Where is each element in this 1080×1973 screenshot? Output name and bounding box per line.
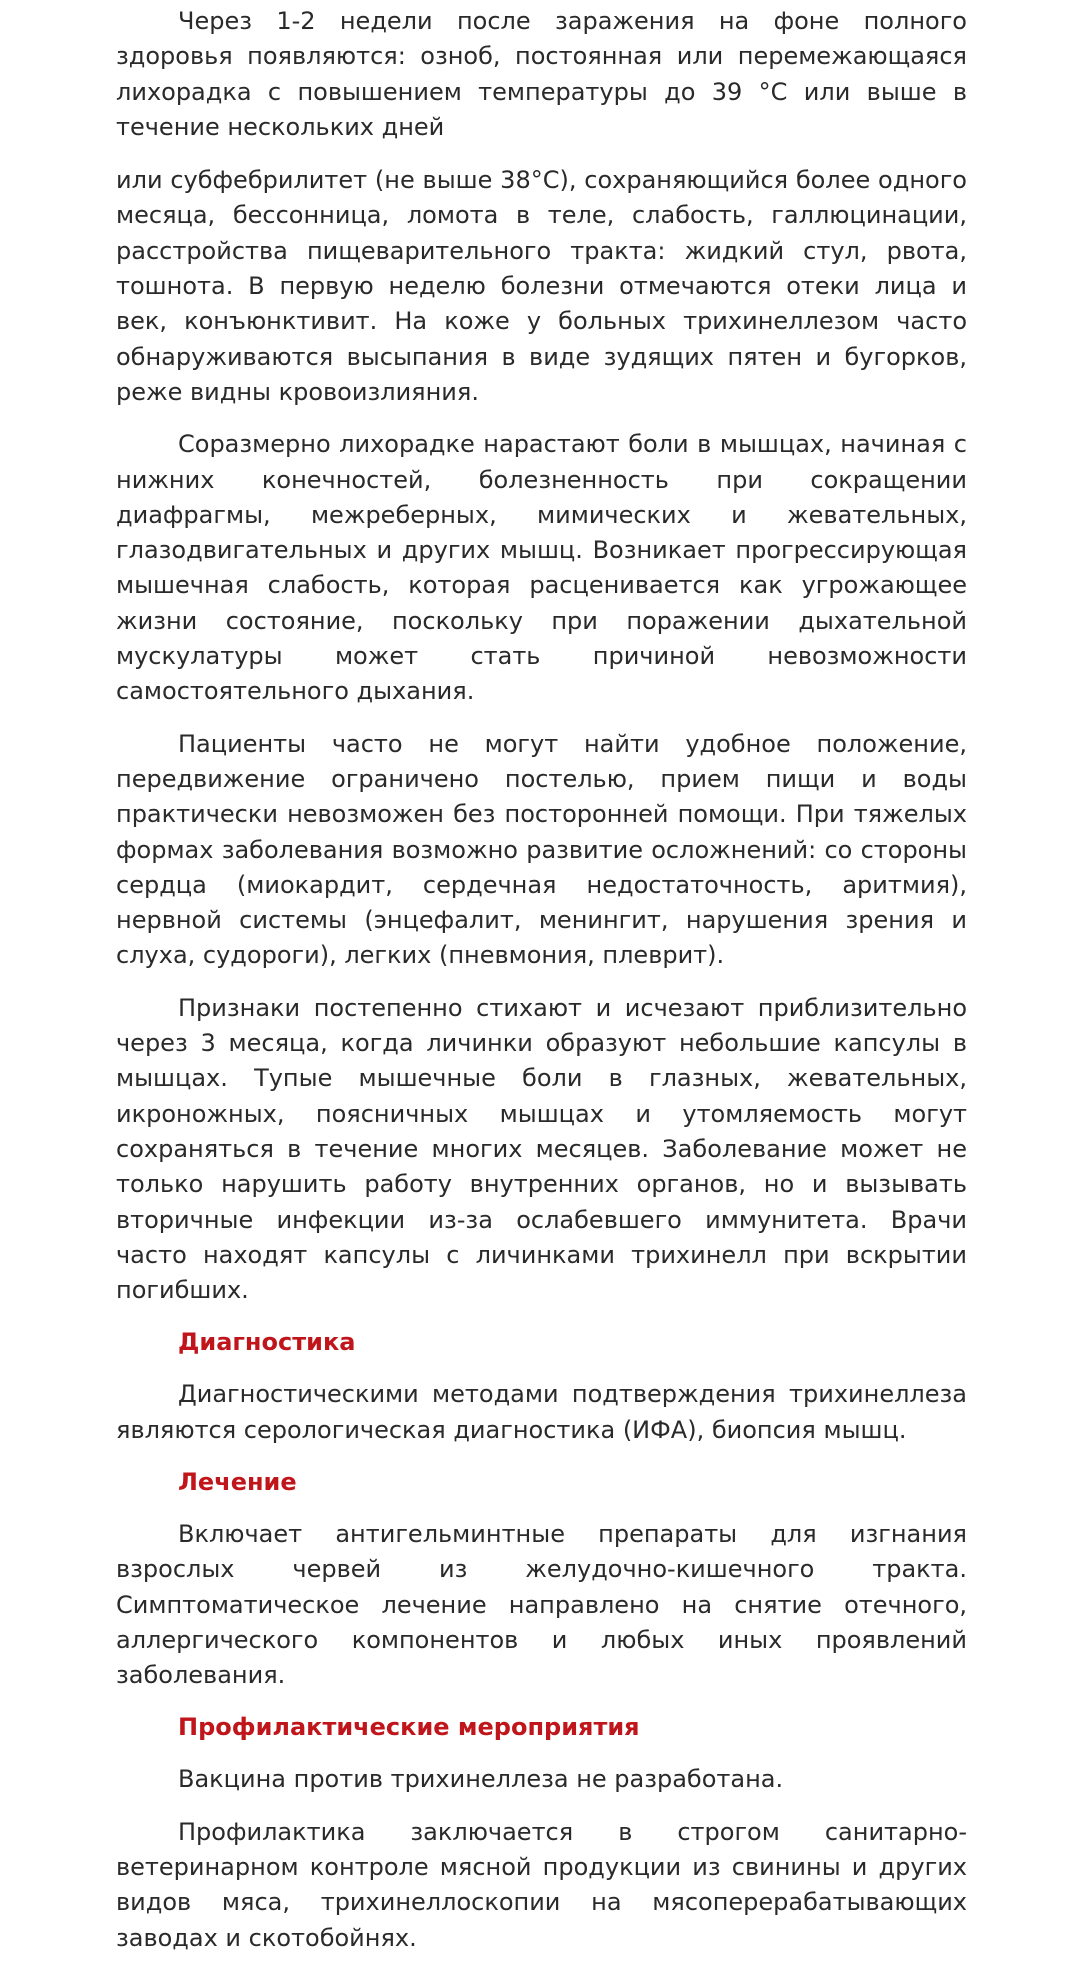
diagnostics-heading: Диагностика <box>178 1328 356 1357</box>
symptoms-paragraph-1: Через 1-2 недели после заражения на фоне полного здоровья появляются: озноб, постоянная или перемежающаяся лихорадка с повышением температуры до 39 °C или выше в течение нескольких дней <box>116 7 967 141</box>
treatment-paragraph: Включает антигельминтные препараты для изгнания взрослых червей из желудочно-кишечного тракта. Симптоматическое лечение направлено на снятие отечного, аллергического компонентов и любых иных проявлений заболевания. <box>116 1519 967 1690</box>
recovery-paragraph: Признаки постепенно стихают и исчезают приблизительно через 3 месяца, когда личинки образуют небольшие капсулы в мышцах. Тупые мышечные боли в глазных, жевательных, икроножных, поясничных мышцах и утомляемость могут сохраняться в течение многих месяцев. Заболевание может не только нарушить работу внутренних органов, но и вызывать вторичные инфекции из-за ослабевшего иммунитета. Врачи часто находят капсулы с личинками трихинелл при вскрытии погибших. <box>116 993 967 1305</box>
diagnostics-paragraph: Диагностическими методами подтверждения трихинеллеза являются серологическая диагностика (ИФА), биопсия мышц. <box>116 1380 967 1444</box>
prevention-heading: Профилактические мероприятия <box>178 1713 640 1742</box>
complications-paragraph: Пациенты часто не могут найти удобное положение, передвижение ограничено постелью, прием пищи и воды практически невозможен без посторонней помощи. При тяжелых формах заболевания возможно развитие осложнений: со стороны сердца (миокардит, сердечная недостаточность, аритмия), нервной системы (энцефалит, менингит, нарушения зрения и слуха, судороги), легких (пневмония, плеврит). <box>116 729 967 970</box>
document-page <box>116 4 967 1973</box>
muscle-pain-paragraph: Соразмерно лихорадке нарастают боли в мышцах, начиная с нижних конечностей, болезненность при сокращении диафрагмы, межреберных, мимических и жевательных, глазодвигательных и других мышц. Возникает прогрессирующая мышечная слабость, которая расценивается как угрожающее жизни состояние, поскольку при поражении дыхательной мускулатуры может стать причиной невозможности самостоятельного дыхания. <box>116 430 967 706</box>
symptoms-paragraph-2: или субфебрилитет (не выше 38°C), сохраняющийся более одного месяца, бессонница, ломота в теле, слабость, галлюцинации, расстройства пищеварительного тракта: жидкий стул, рвота, тошнота. В первую неделю болезни отмечаются отеки лица и век, конъюнктивит. На коже у больных трихинеллезом часто обнаруживаются высыпания в виде зудящих пятен и бугорков, реже видны кровоизлияния. <box>116 166 967 406</box>
prevention-paragraph: Профилактика заключается в строгом санитарно-ветеринарном контроле мясной продукции из свинины и других видов мяса, трихинеллоскопии на мясоперерабатывающих заводах и скотобойнях. <box>116 1817 967 1952</box>
treatment-heading: Лечение <box>178 1467 297 1496</box>
vaccine-paragraph: Вакцина против трихинеллеза не разработана. <box>178 1765 784 1794</box>
